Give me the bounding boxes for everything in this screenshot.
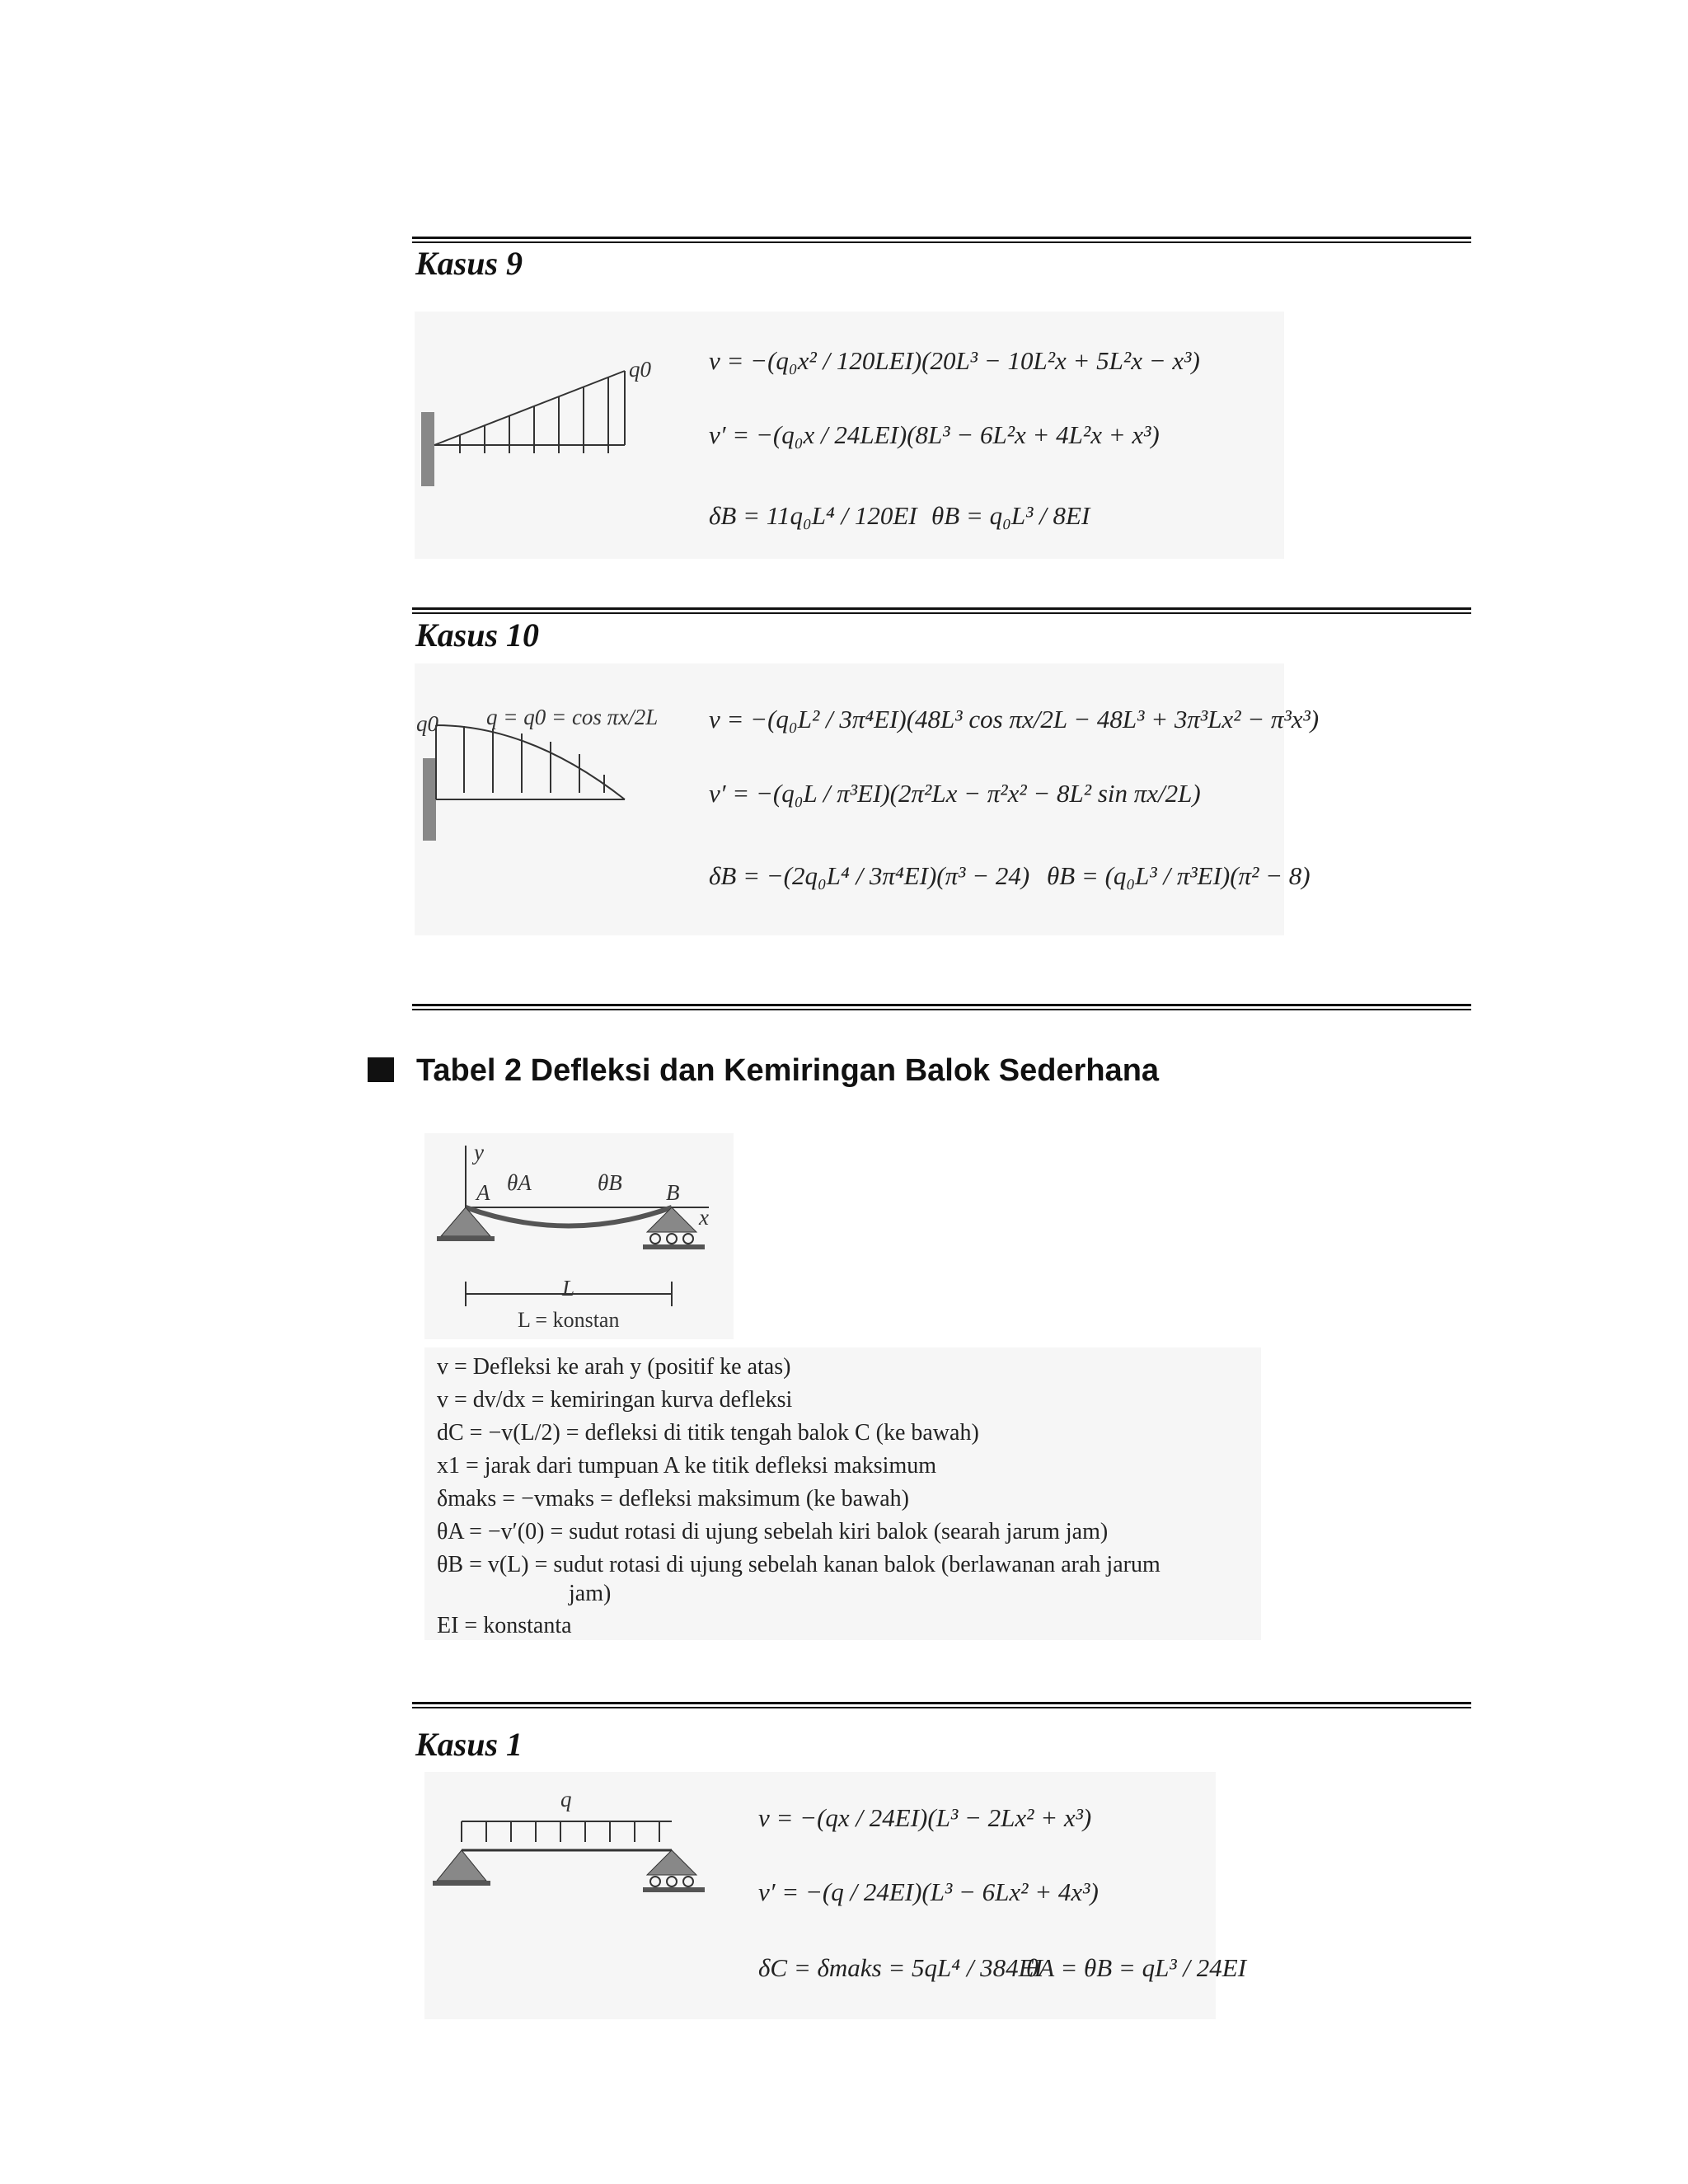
kasus9-eq-delta: δB = 11q₀L⁴ / 120EI bbox=[709, 501, 917, 530]
kasus1-q-label: q bbox=[560, 1787, 572, 1811]
kasus1-eq-theta: θA = θB = qL³ / 24EI bbox=[1026, 1953, 1247, 1982]
legend-line-9: EI = konstanta bbox=[437, 1613, 572, 1638]
section-rule bbox=[412, 1004, 1471, 1011]
kasus10-eq-delta: δB = −(2q₀L⁴ / 3π⁴EI)(π³ − 24) bbox=[709, 861, 1030, 890]
kasus1-beam-diagram bbox=[433, 1813, 705, 1929]
beam-a-label: A bbox=[476, 1180, 490, 1205]
kasus9-eq-vprime: v′ = −(q₀x / 24LEI)(8L³ − 6L²x + 4L²x + x³) bbox=[709, 420, 1160, 449]
section-title: Tabel 2 Defleksi dan Kemiringan Balok Sederhana bbox=[416, 1053, 1160, 1088]
top-rule-kasus10 bbox=[412, 607, 1471, 615]
kasus10-q-label: q = q0 = cos πx/2L bbox=[486, 705, 659, 729]
beam-L-label: L bbox=[562, 1276, 575, 1301]
simple-beam-diagram bbox=[437, 1146, 734, 1310]
top-rule-kasus1 bbox=[412, 1702, 1471, 1709]
legend-line-5: δmaks = −vmaks = defleksi maksimum (ke bawah) bbox=[437, 1486, 910, 1511]
legend-line-3: dC = −v(L/2) = defleksi di titik tengah balok C (ke bawah) bbox=[437, 1420, 979, 1446]
kasus9-title: Kasus 9 bbox=[415, 245, 523, 282]
beam-b-label: B bbox=[666, 1180, 680, 1205]
kasus9-cantilever-diagram bbox=[415, 346, 662, 494]
legend-line-4: x1 = jarak dari tumpuan A ke titik defleksi maksimum bbox=[437, 1453, 937, 1479]
kasus1-eq-delta: δC = δmaks = 5qL⁴ / 384EI bbox=[758, 1953, 1043, 1982]
top-rule-kasus9 bbox=[412, 237, 1471, 244]
kasus10-eq-vprime: v′ = −(q₀L / π³EI)(2π²Lx − π²x² − 8L² sin πx/2L) bbox=[709, 779, 1201, 808]
kasus9-eq-theta: θB = q₀L³ / 8EI bbox=[931, 501, 1090, 530]
kasus10-title: Kasus 10 bbox=[415, 616, 540, 654]
kasus10-q0-label: q0 bbox=[416, 711, 438, 736]
kasus1-eq-v: v = −(qx / 24EI)(L³ − 2Lx² + x³) bbox=[758, 1803, 1092, 1832]
beam-y-label: y bbox=[474, 1140, 484, 1165]
legend-line-6: θA = −v′(0) = sudut rotasi di ujung sebelah kiri balok (searah jarum jam) bbox=[437, 1519, 1109, 1544]
legend-line-2: v = dv/dx = kemiringan kurva defleksi bbox=[437, 1387, 793, 1413]
kasus10-eq-theta: θB = (q₀L³ / π³EI)(π² − 8) bbox=[1047, 861, 1311, 890]
kasus1-title: Kasus 1 bbox=[415, 1726, 523, 1763]
legend-line-1: v = Defleksi ke arah y (positif ke atas) bbox=[437, 1354, 791, 1380]
legend-line-7: θB = v(L) = sudut rotasi di ujung sebelah kanan balok (berlawanan arah jarum bbox=[437, 1552, 1160, 1577]
kasus9-q0-label: q0 bbox=[629, 357, 651, 382]
kasus1-eq-vprime: v′ = −(q / 24EI)(L³ − 6Lx² + 4x³) bbox=[758, 1877, 1099, 1906]
section-bullet bbox=[368, 1057, 394, 1082]
beam-theta-a-label: θA bbox=[507, 1170, 532, 1195]
kasus10-eq-v: v = −(q₀L² / 3π⁴EI)(48L³ cos πx/2L − 48L³ + 3π³Lx² − π³x³) bbox=[709, 705, 1320, 733]
beam-theta-b-label: θB bbox=[598, 1170, 622, 1195]
beam-x-label: x bbox=[699, 1205, 709, 1230]
beam-L-konstan-label: L = konstan bbox=[518, 1308, 620, 1332]
legend-line-8: jam) bbox=[569, 1581, 612, 1606]
kasus9-eq-v: v = −(q₀x² / 120LEI)(20L³ − 10L²x + 5L²x − x³) bbox=[709, 346, 1200, 375]
